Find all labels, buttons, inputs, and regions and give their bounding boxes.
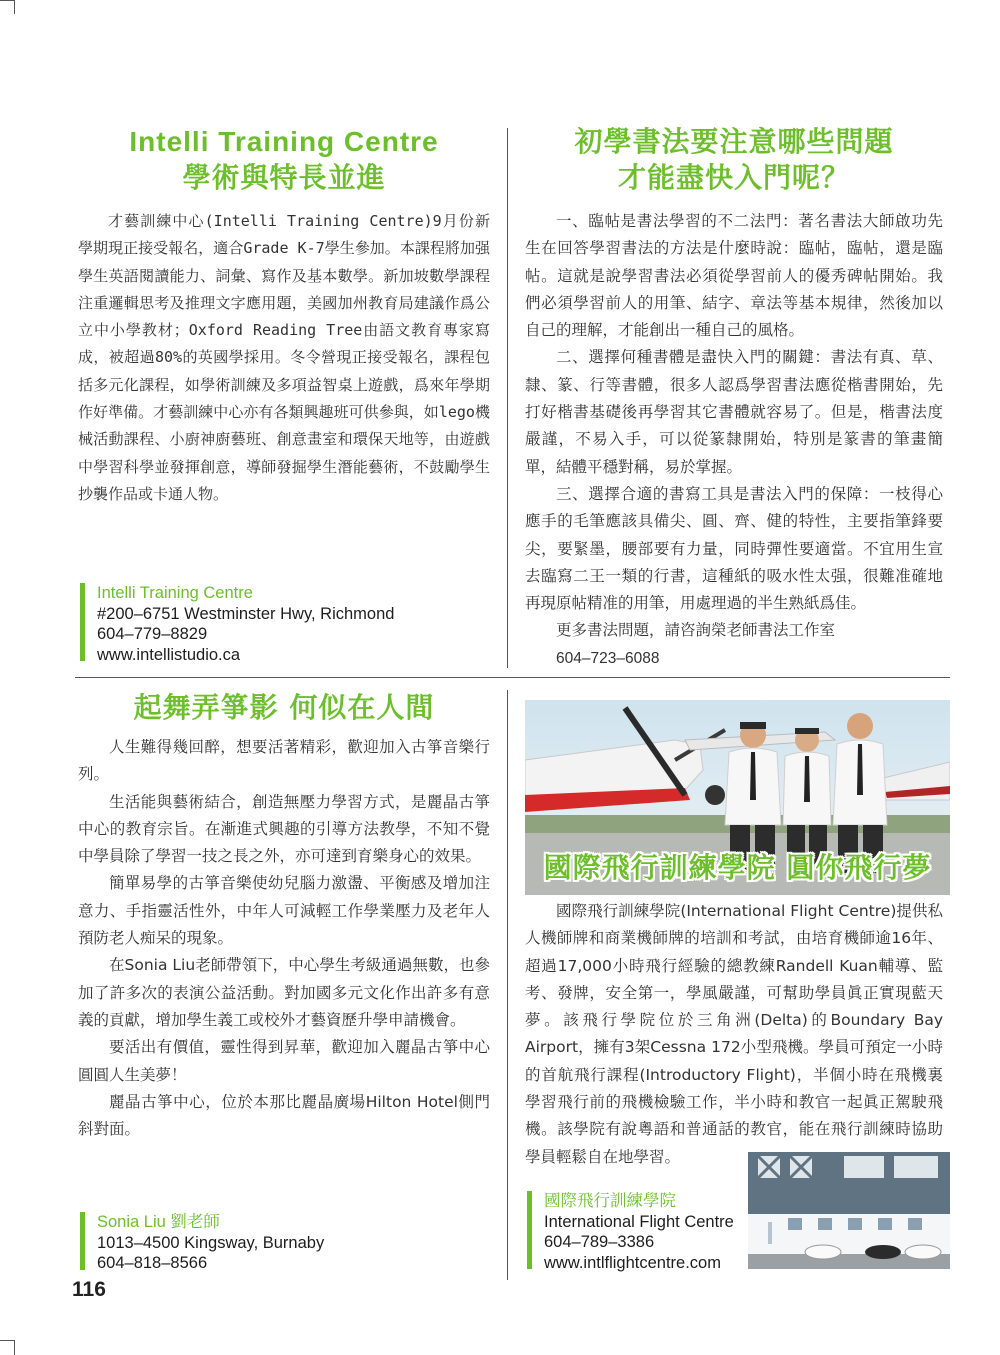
guzheng-article [78,690,490,1143]
paragraph: 簡單易學的古箏音樂使幼兒腦力激盪、平衡感及增加注意力、手指靈活性外，中年人可減輕工作學業壓力及老年人預防老人痴呆的現象。 [78,874,490,948]
paragraph: 一、臨帖是書法學習的不二法門：著名書法大師啟功先生在回答學習書法的方法是什麼時說：臨帖，臨帖，還是臨帖。這就是說學習書法必須從學習前人的優秀碑帖開始。我們必須學習前人的用筆、結字、章法等基本規律，然後加以自己的理解，才能創出一種自己的風格。 [525,212,943,340]
contact-name: Intelli Training Centre [97,584,253,602]
article-title-line2: 才能盡快入門呢？ [617,161,850,194]
paragraph: 在Sonia Liu老師帶領下，中心學生考級通過無數，也參加了許多次的表演公益活動。對加國多元文化作出許多有意義的貢獻，增加學生義工或校外才藝資歷升學申請機會。 [78,956,490,1029]
article-title-en: Intelli Training Centre [129,126,439,157]
photo-title: 國際飛行訓練學院 圓你飛行夢 [543,851,932,884]
guzheng-contact-box [80,1212,324,1270]
article-title-zh: 學術與特長並進 [182,161,386,194]
contact-phone: 604–779–8829 [97,625,208,643]
intelli-article [78,124,490,508]
pilots-photo [525,700,950,895]
paragraph: 更多書法問題，請咨詢榮老師書法工作室 [556,621,836,640]
paragraph: 三、選擇合適的書寫工具是書法入門的保障：一枝得心應手的毛筆應該具備尖、圓、齊、健的特性，主要指筆鋒要尖，要緊墨，腰部要有力量，同時彈性要適當。不宜用生宣去臨寫二王一類的行書，這種紙的吸水性太强，很難准確地再現原帖精准的用筆，用處理過的半生熟紙爲佳。 [525,484,943,613]
contact-phone: 604–789–3386 [544,1233,655,1251]
contact-address: #200–6751 Westminster Hwy, Richmond [97,604,395,623]
contact-website: www.intellistudio.ca [97,645,241,664]
phone-line: 604–723–6088 [556,649,660,667]
article-title-line1: 初學書法要注意哪些問題 [574,125,894,158]
contact-name: Sonia Liu 劉老師 [97,1213,220,1231]
paragraph: 要活出有價值，靈性得到昇華，歡迎加入麗晶古箏中心圓圓人生美夢！ [78,1038,490,1084]
paragraph: 麗晶古箏中心，位於本那比麗晶廣場Hilton Hotel側門斜對面。 [78,1092,490,1139]
paragraph: 生活能與藝術結合，創造無壓力學習方式，是麗晶古箏中心的教育宗旨。在漸進式興趣的引導方法教學，不知不覺中學員除了學習一技之長之外，亦可達到育樂身心的效果。 [78,792,490,866]
crop-mark-bottom-left-v [14,1340,15,1355]
article-title: 起舞弄箏影 何似在人間 [133,691,435,724]
crop-mark-top-left-v [14,0,15,14]
page-number: 116 [72,1278,106,1301]
article-body: 才藝訓練中心(Intelli Training Centre)9月份新學期現正接受報名，適合Grade K-7學生參加。本課程將加强學生英語閱讀能力、詞彙、寫作及基本數學。新加坡數學課程注重邏輯思考及推理文字應用題，美國加州教育局建議作爲公立中小學教材；Oxford Reading Tree由語文教育專家寫成，被超過80%的英國學採用。冬令營現正接受報名，課程包括多元化課程，如學術訓練及多項益智桌上遊戲，爲來年學期作好準備。才藝訓練中心亦有各類興趣班可供參與，如lego機械活動課程、小廚神廚藝班、創意畫室和環保天地等，由遊戲中學習科學並發揮創意，導師發掘學生潛能藝術，不鼓勵學生抄襲作品或卡通人物。 [78,212,490,503]
crop-mark-bottom-left [0,1340,14,1341]
row-divider [75,677,950,678]
flight-article [525,898,943,1171]
flight-contact-box [527,1191,734,1272]
article-body: 國際飛行訓練學院(International Flight Centre)提供私人機師牌和商業機師牌的培訓和考試，由培育機師逾16年、超過17,000小時飛行經驗的總教練Randell Kuan輔導、監考、發牌，安全第一，學風嚴謹，可幫助學員眞正實現藍天夢。該飛行學院位於三角洲(Delta)的Boundary Bay Airport，擁有3架Cessna 172小型飛機。學員可預定一小時的首航飛行課程(Introductory Flight)，半個小時在飛機裏學習飛行前的飛機檢驗工作，半小時和教官一起眞正駕駛飛機。該學院有說粵語和普通話的教官，能在飛行訓練時協助學員輕鬆自在地學習。 [525,902,943,1166]
column-divider-top [507,128,508,668]
paragraph: 二、選擇何種書體是盡快入門的關鍵：書法有真、草、隸、篆、行等書體，很多人認爲學習書法應從楷書開始，先打好楷書基礎後再學習其它書體就容易了。但是，楷書法度嚴謹，不易入手，可以從篆隸開始，特別是篆書的筆畫簡單，結體平穩對稱，易於掌握。 [525,348,943,476]
paragraph: 人生難得幾回醉，想要活著精彩，歡迎加入古箏音樂行列。 [78,738,490,784]
contact-address: 1013–4500 Kingsway, Burnaby [97,1233,325,1252]
contact-name-zh: 國際飛行訓練學院 [544,1192,676,1210]
hangar-photo [748,1152,950,1269]
intelli-contact-box [80,583,395,664]
contact-phone: 604–818–8566 [97,1254,208,1272]
calligraphy-article [525,124,943,672]
crop-mark-top-left [0,0,14,1]
column-divider-bottom [507,690,508,1280]
contact-name-en: International Flight Centre [544,1212,734,1231]
hangar-photo-illustration [748,1152,950,1269]
contact-website: www.intlflightcentre.com [544,1253,721,1272]
